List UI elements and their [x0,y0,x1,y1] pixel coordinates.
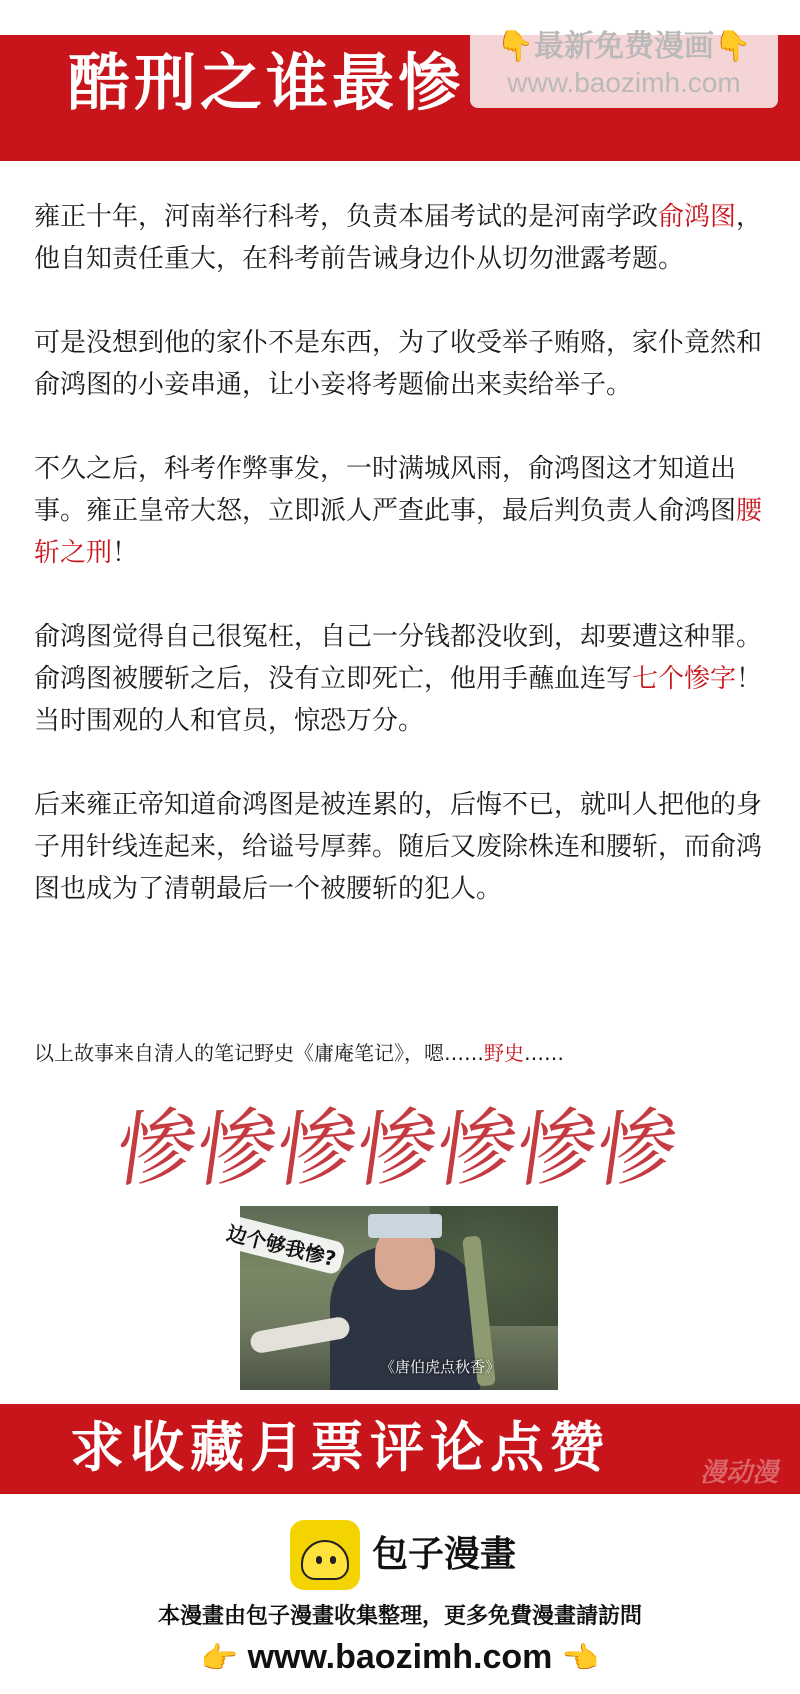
bottom-banner-text: 求收藏月票评论点赞 [70,1416,610,1479]
paragraph-text: ！当时围观的人和官员，惊恐万分。 [34,664,763,736]
highlight-seven-chars: 七个惨字 [632,664,737,694]
footer-url-link[interactable]: www.baozimh.com [247,1638,553,1676]
paragraph-2: 可是没想到他的家仆不是东西，为了收受举子贿赂，家仆竟然和俞鸿图的小妾串通，让小妾将考题偷出来卖给举子。 [34,328,763,400]
watermark-url: www.baozimh.com [507,67,741,98]
hand-down-icon: 👇 [714,29,752,64]
bun-eye [316,1556,322,1564]
brand-name[interactable]: 包子漫畫 [372,1534,517,1575]
paragraph-text: ，他自知责任重大，在科考前告诫身边仆从切勿泄露考题。 [34,202,763,274]
bun-logo-icon[interactable] [290,1520,360,1590]
note-text: 以上故事来自清人的笔记野史《庸庵笔记》，嗯…… [34,1041,484,1065]
bun-eye [330,1556,336,1564]
highlight-name: 俞鸿图 [658,202,737,232]
blood-char: 惨 [585,1098,675,1199]
page-title: 酷刑之谁最惨 [68,46,465,119]
footer-url-row [0,1634,800,1682]
source-note [34,1038,564,1068]
watermark-line1 [470,30,778,64]
paragraph-text: 雍正十年，河南举行科考，负责本届考试的是河南学政 [34,202,659,232]
paragraph-text: ！ [112,538,139,568]
blood-char: 惨 [345,1098,435,1199]
paragraph-4 [34,616,764,742]
paragraph-5: 后来雍正帝知道俞鸿图是被连累的，后悔不已，就叫人把他的身子用针线连起来，给谥号厚葬。随后又废除株连和腰斩，而俞鸿图也成为了清朝最后一个被腰斩的犯人。 [34,790,763,904]
paragraph-text: 俞鸿图觉得自己很冤枉，自己一分钱都没收到，却要遭这种罪。俞鸿图被腰斩之后，没有立即死亡，他用手蘸血连写 [34,622,763,694]
watermark-text: 最新免费漫画 [534,29,714,64]
note-text: …… [524,1041,564,1065]
blood-char: 惨 [505,1098,595,1199]
paragraph-3 [34,448,764,574]
watermark-box [470,22,778,108]
highlight-punishment: 腰斩之刑 [34,496,763,568]
paragraph-text: 不久之后，科考作弊事发，一时满城风雨，俞鸿图这才知道出事。雍正皇帝大怒，立即派人严查此事，最后判负责人俞鸿图 [34,454,737,526]
paragraph-1 [34,196,764,280]
logo-watermark: 漫动漫 [700,1458,779,1488]
blood-char: 惨 [185,1098,275,1199]
footer-description: 本漫畫由包子漫畫收集整理，更多免費漫畫請訪問 [157,1604,642,1629]
speech-text: 边个够我惨? [218,1214,346,1276]
blood-char: 惨 [265,1098,355,1199]
hand-left-icon: 👈 [561,1642,600,1675]
blood-char: 惨 [425,1098,515,1199]
image-caption: 《唐伯虎点秋香》 [380,1358,501,1376]
bun-shape [301,1540,349,1580]
hand-right-icon: 👉 [200,1642,239,1675]
article-body [34,196,764,910]
blood-char: 惨 [105,1098,195,1199]
note-highlight: 野史 [484,1041,524,1065]
blood-characters-row [105,1094,675,1204]
hand-down-icon: 👇 [496,29,534,64]
person-hat [368,1214,442,1238]
